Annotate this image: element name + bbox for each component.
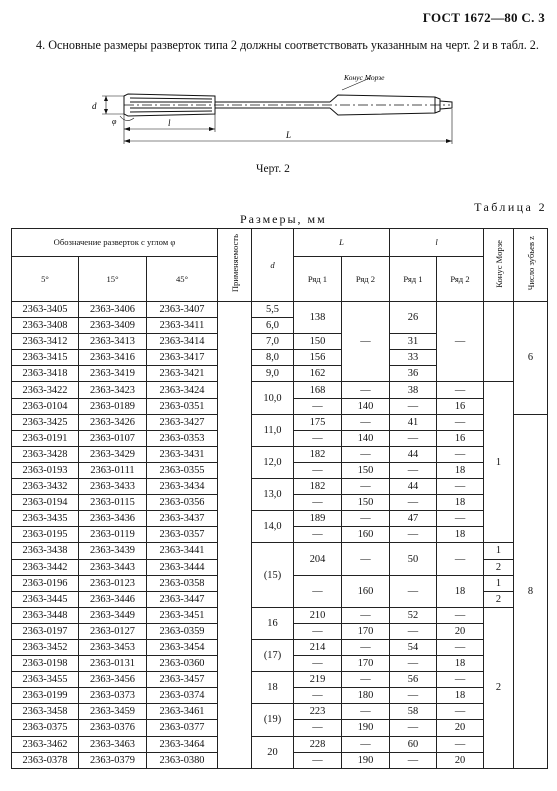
code-15: 2363-3419	[79, 366, 147, 382]
code-15: 2363-0123	[79, 575, 147, 591]
code-15: 2363-3413	[79, 334, 147, 350]
l2-cell: —	[437, 382, 484, 398]
L1-cell: —	[294, 462, 342, 478]
table-subtitle: Размеры, мм	[240, 212, 327, 226]
l2-cell: 18	[437, 462, 484, 478]
l-row1-header: Ряд 1	[390, 257, 437, 302]
l1-cell: —	[390, 527, 437, 543]
L2-cell: 180	[342, 688, 390, 704]
l1-cell: 56	[390, 672, 437, 688]
l1-cell: —	[390, 623, 437, 639]
code-15: 2363-0127	[79, 623, 147, 639]
L1-cell: 138	[294, 302, 342, 334]
code-15: 2363-3406	[79, 302, 147, 318]
code-15: 2363-3439	[79, 543, 147, 559]
l-row2-header: Ряд 2	[437, 257, 484, 302]
l1-cell: —	[390, 688, 437, 704]
l2-cell: 18	[437, 688, 484, 704]
L1-cell: 228	[294, 736, 342, 752]
l1-cell: 44	[390, 479, 437, 495]
code-15: 2363-0111	[79, 462, 147, 478]
table-row	[12, 511, 548, 527]
code-5: 2363-0196	[12, 575, 79, 591]
code-5: 2363-0199	[12, 688, 79, 704]
cone-label: Конус Морзе	[344, 73, 385, 82]
cone-cell: 1	[484, 575, 514, 591]
code-5: 2363-3412	[12, 334, 79, 350]
d-cell: 20	[252, 736, 294, 768]
d-cell: 8,0	[252, 350, 294, 366]
code-45: 2363-3457	[147, 672, 218, 688]
table-row	[12, 543, 548, 559]
L2-cell: 190	[342, 752, 390, 768]
code-45: 2363-0377	[147, 720, 218, 736]
l1-cell: —	[390, 495, 437, 511]
l2-cell: —	[437, 446, 484, 462]
l1-cell: —	[390, 430, 437, 446]
code-5: 2363-3432	[12, 479, 79, 495]
code-45: 2363-3447	[147, 591, 218, 607]
L1-cell: 223	[294, 704, 342, 720]
l2-cell: 16	[437, 430, 484, 446]
l1-cell: 58	[390, 704, 437, 720]
l2-cell: 18	[437, 527, 484, 543]
d-cell: 12,0	[252, 446, 294, 478]
angle-45-header: 45°	[147, 257, 218, 302]
code-15: 2363-0131	[79, 656, 147, 672]
code-15: 2363-0373	[79, 688, 147, 704]
code-5: 2363-3438	[12, 543, 79, 559]
cone-cell: 2	[484, 559, 514, 575]
l1-cell: 36	[390, 366, 437, 382]
code-5: 2363-0197	[12, 623, 79, 639]
code-5: 2363-3442	[12, 559, 79, 575]
l1-cell: 38	[390, 382, 437, 398]
table-row	[12, 639, 548, 655]
l1-cell: 41	[390, 414, 437, 430]
code-45: 2363-3434	[147, 479, 218, 495]
d-cell: (15)	[252, 543, 294, 607]
code-45: 2363-0358	[147, 575, 218, 591]
L2-cell: —	[342, 511, 390, 527]
L2-cell: —	[342, 607, 390, 623]
L2-cell: —	[342, 672, 390, 688]
code-5: 2363-3448	[12, 607, 79, 623]
l2-cell: —	[437, 704, 484, 720]
l2-cell: —	[437, 414, 484, 430]
l1-cell: —	[390, 398, 437, 414]
code-15: 2363-0376	[79, 720, 147, 736]
angle-5-header: 5°	[12, 257, 79, 302]
d-cell: 10,0	[252, 382, 294, 414]
l1-cell: 33	[390, 350, 437, 366]
L2-cell: 140	[342, 430, 390, 446]
code-15: 2363-3426	[79, 414, 147, 430]
page-header: ГОСТ 1672—80 С. 3	[422, 10, 545, 25]
L2-cell: —	[342, 479, 390, 495]
L1-cell: 182	[294, 446, 342, 462]
L1-cell: 150	[294, 334, 342, 350]
d-header: d	[252, 229, 294, 302]
code-5: 2363-3462	[12, 736, 79, 752]
code-15: 2363-3453	[79, 639, 147, 655]
L2-cell: 170	[342, 656, 390, 672]
small-l-label: l	[168, 118, 171, 128]
figure-caption: Черт. 2	[256, 163, 290, 175]
applicability-cell	[218, 302, 252, 769]
code-45: 2363-3417	[147, 350, 218, 366]
code-45: 2363-0360	[147, 656, 218, 672]
code-15: 2363-3423	[79, 382, 147, 398]
reamer-drawing	[80, 72, 465, 154]
cone-cell: 2	[484, 607, 514, 768]
L1-cell: 189	[294, 511, 342, 527]
L1-cell: 219	[294, 672, 342, 688]
phi-label: φ	[112, 117, 117, 126]
l1-cell: —	[390, 752, 437, 768]
code-5: 2363-3445	[12, 591, 79, 607]
d-cell: (17)	[252, 639, 294, 671]
applicability-header: Применяемость	[218, 229, 252, 302]
code-45: 2363-3414	[147, 334, 218, 350]
L2-cell: —	[342, 414, 390, 430]
dimensions-table	[11, 228, 548, 769]
L1-cell: —	[294, 623, 342, 639]
l1-cell: 31	[390, 334, 437, 350]
code-5: 2363-3458	[12, 704, 79, 720]
l2-cell: 20	[437, 752, 484, 768]
L1-cell: —	[294, 495, 342, 511]
code-45: 2363-3407	[147, 302, 218, 318]
L1-cell: 156	[294, 350, 342, 366]
l2-cell: 20	[437, 720, 484, 736]
d-cell: 9,0	[252, 366, 294, 382]
code-45: 2363-3461	[147, 704, 218, 720]
l1-cell: 44	[390, 446, 437, 462]
code-5: 2363-0375	[12, 720, 79, 736]
code-5: 2363-0194	[12, 495, 79, 511]
L1-cell: 182	[294, 479, 342, 495]
code-5: 2363-0193	[12, 462, 79, 478]
l1-cell: 60	[390, 736, 437, 752]
code-45: 2363-0353	[147, 430, 218, 446]
code-5: 2363-0198	[12, 656, 79, 672]
code-15: 2363-0379	[79, 752, 147, 768]
code-5: 2363-3418	[12, 366, 79, 382]
code-5: 2363-3408	[12, 318, 79, 334]
l1-cell: —	[390, 720, 437, 736]
big-l-label: L	[286, 130, 292, 140]
code-15: 2363-3449	[79, 607, 147, 623]
cone-cell: 1	[484, 543, 514, 559]
code-5: 2363-3415	[12, 350, 79, 366]
code-45: 2363-0380	[147, 752, 218, 768]
L2-cell: 190	[342, 720, 390, 736]
L2-cell: —	[342, 302, 390, 382]
table-row	[12, 479, 548, 495]
L1-cell: —	[294, 575, 342, 607]
code-45: 2363-0356	[147, 495, 218, 511]
cone-cell	[484, 302, 514, 382]
l1-cell: 54	[390, 639, 437, 655]
code-45: 2363-3431	[147, 446, 218, 462]
code-15: 2363-3409	[79, 318, 147, 334]
l2-cell: —	[437, 736, 484, 752]
code-15: 2363-3459	[79, 704, 147, 720]
L2-cell: 170	[342, 623, 390, 639]
L1-cell: 162	[294, 366, 342, 382]
l2-cell: —	[437, 639, 484, 655]
l1-cell: —	[390, 656, 437, 672]
code-45: 2363-3427	[147, 414, 218, 430]
teeth-cell: 8	[514, 414, 548, 768]
l-header: l	[390, 229, 484, 257]
L2-cell: —	[342, 639, 390, 655]
code-5: 2363-0191	[12, 430, 79, 446]
L2-cell: —	[342, 736, 390, 752]
code-45: 2363-3441	[147, 543, 218, 559]
L1-cell: 214	[294, 639, 342, 655]
l2-cell: —	[437, 607, 484, 623]
table-label: Таблица 2	[474, 200, 547, 214]
code-15: 2363-0115	[79, 495, 147, 511]
code-15: 2363-3463	[79, 736, 147, 752]
code-45: 2363-0357	[147, 527, 218, 543]
table-row	[12, 446, 548, 462]
code-45: 2363-3424	[147, 382, 218, 398]
L2-cell: 160	[342, 575, 390, 607]
l1-cell: 26	[390, 302, 437, 334]
code-45: 2363-0355	[147, 462, 218, 478]
d-cell: 5,5	[252, 302, 294, 318]
code-15: 2363-3433	[79, 479, 147, 495]
code-45: 2363-3454	[147, 639, 218, 655]
L1-cell: —	[294, 720, 342, 736]
code-5: 2363-0104	[12, 398, 79, 414]
d-cell: 16	[252, 607, 294, 639]
table-row	[12, 607, 548, 623]
L2-cell: 140	[342, 398, 390, 414]
teeth-header: Число зубьев z	[514, 229, 548, 302]
L1-cell: 204	[294, 543, 342, 575]
code-5: 2363-3405	[12, 302, 79, 318]
d-cell: 14,0	[252, 511, 294, 543]
L2-cell: 150	[342, 495, 390, 511]
code-5: 2363-0195	[12, 527, 79, 543]
code-5: 2363-3428	[12, 446, 79, 462]
d-cell: 7,0	[252, 334, 294, 350]
l2-cell: —	[437, 543, 484, 575]
code-45: 2363-0351	[147, 398, 218, 414]
code-45: 2363-0374	[147, 688, 218, 704]
code-45: 2363-3451	[147, 607, 218, 623]
code-5: 2363-3452	[12, 639, 79, 655]
code-5: 2363-3435	[12, 511, 79, 527]
code-5: 2363-3422	[12, 382, 79, 398]
code-45: 2363-3464	[147, 736, 218, 752]
L-row2-header: Ряд 2	[342, 257, 390, 302]
l2-cell: —	[437, 672, 484, 688]
code-15: 2363-3429	[79, 446, 147, 462]
d-cell: 18	[252, 672, 294, 704]
l2-cell: —	[437, 479, 484, 495]
L2-cell: —	[342, 543, 390, 575]
L1-cell: —	[294, 752, 342, 768]
table-row	[12, 382, 548, 398]
teeth-cell: 6	[514, 302, 548, 415]
designation-header: Обозначение разверток с углом φ	[12, 229, 218, 257]
L2-cell: —	[342, 446, 390, 462]
L1-cell: —	[294, 398, 342, 414]
l2-cell: —	[437, 511, 484, 527]
l2-cell: —	[437, 302, 484, 382]
L1-cell: —	[294, 656, 342, 672]
L1-cell: 175	[294, 414, 342, 430]
code-15: 2363-3446	[79, 591, 147, 607]
cone-cell: 2	[484, 591, 514, 607]
d-cell: 13,0	[252, 479, 294, 511]
code-45: 2363-0359	[147, 623, 218, 639]
l2-cell: 18	[437, 495, 484, 511]
table-row	[12, 672, 548, 688]
code-15: 2363-3443	[79, 559, 147, 575]
code-15: 2363-0119	[79, 527, 147, 543]
code-45: 2363-3421	[147, 366, 218, 382]
L-row1-header: Ряд 1	[294, 257, 342, 302]
code-15: 2363-3436	[79, 511, 147, 527]
L1-cell: 168	[294, 382, 342, 398]
table-row	[12, 302, 548, 318]
intro-paragraph: 4. Основные размеры разверток типа 2 должны соответствовать указанным на черт. 2 и в табл. 2.	[36, 38, 539, 52]
code-15: 2363-0189	[79, 398, 147, 414]
L1-cell: —	[294, 430, 342, 446]
l1-cell: —	[390, 575, 437, 607]
l1-cell: 47	[390, 511, 437, 527]
d-cell: (19)	[252, 704, 294, 736]
L2-cell: —	[342, 382, 390, 398]
code-45: 2363-3437	[147, 511, 218, 527]
code-5: 2363-0378	[12, 752, 79, 768]
code-5: 2363-3455	[12, 672, 79, 688]
l2-cell: 18	[437, 575, 484, 607]
code-15: 2363-3456	[79, 672, 147, 688]
code-45: 2363-3411	[147, 318, 218, 334]
l1-cell: —	[390, 462, 437, 478]
cone-cell: 1	[484, 382, 514, 543]
l2-cell: 20	[437, 623, 484, 639]
L1-cell: —	[294, 688, 342, 704]
L2-cell: —	[342, 704, 390, 720]
angle-15-header: 15°	[79, 257, 147, 302]
d-label: d	[92, 101, 97, 111]
d-cell: 6,0	[252, 318, 294, 334]
l1-cell: 52	[390, 607, 437, 623]
code-15: 2363-3416	[79, 350, 147, 366]
L2-cell: 160	[342, 527, 390, 543]
l2-cell: 18	[437, 656, 484, 672]
d-cell: 11,0	[252, 414, 294, 446]
code-15: 2363-0107	[79, 430, 147, 446]
L-header: L	[294, 229, 390, 257]
code-5: 2363-3425	[12, 414, 79, 430]
L1-cell: —	[294, 527, 342, 543]
morse-header: Конус Морзе	[484, 229, 514, 302]
code-45: 2363-3444	[147, 559, 218, 575]
table-row	[12, 736, 548, 752]
l2-cell: 16	[437, 398, 484, 414]
L1-cell: 210	[294, 607, 342, 623]
L2-cell: 150	[342, 462, 390, 478]
table-row	[12, 414, 548, 430]
l1-cell: 50	[390, 543, 437, 575]
table-row	[12, 704, 548, 720]
